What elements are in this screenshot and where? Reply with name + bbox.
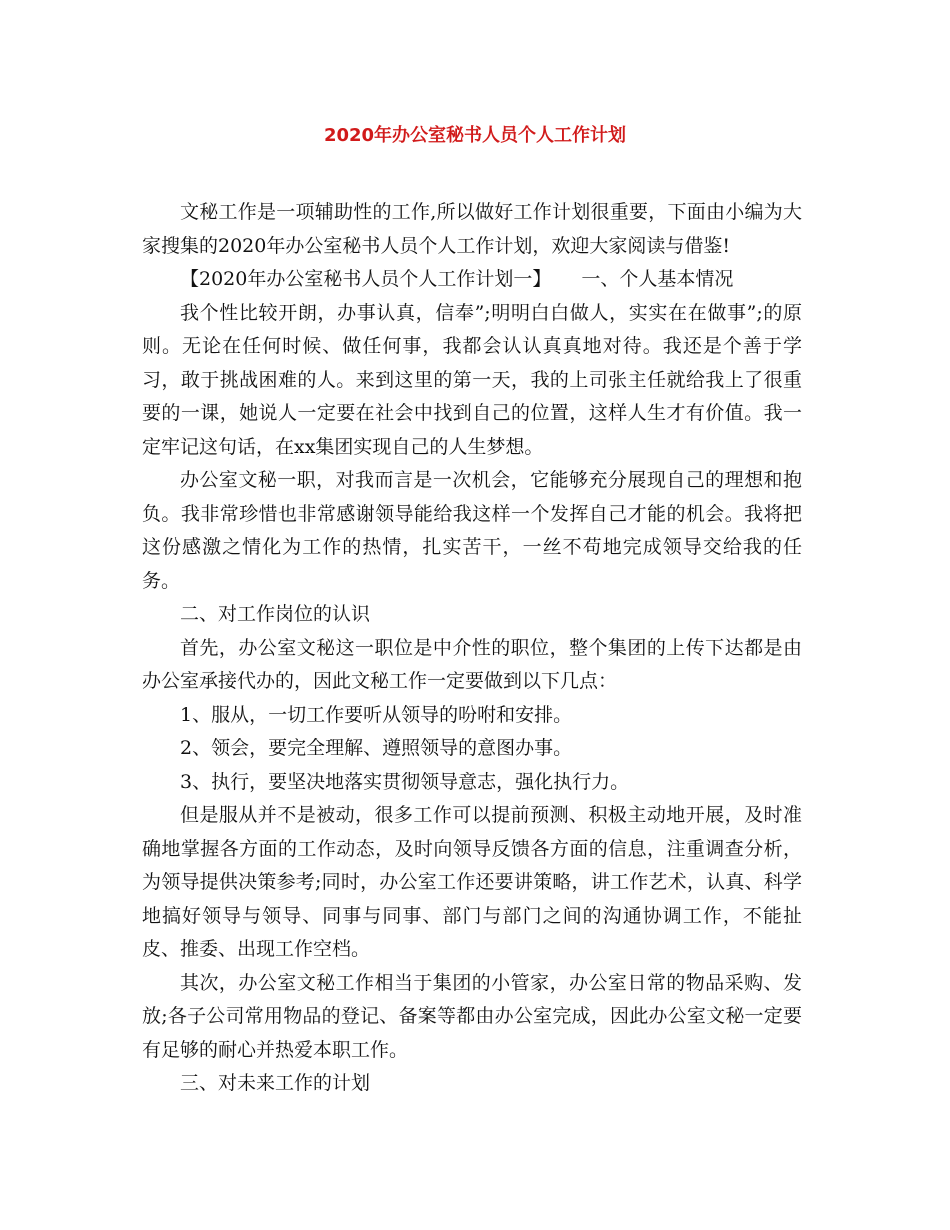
section-1-paragraph-1: 我个性比较开朗，办事认真，信奉”;明明白白做人，实实在在做事”;的原则。无论在任何时候、做任何事，我都会认认真真地对待。我还是个善于学习，敢于挑战困难的人。来到这里的第一天，我的上司张主任就给我上了很重要的一课，她说人一定要在社会中找到自己的位置，这样人生才有价值。我一定牢记这句话，在xx集团实现自己的人生梦想。: [142, 301, 802, 458]
section-3-heading: 三、对未来工作的计划: [180, 1072, 371, 1094]
section-2-heading: 二、对工作岗位的认识: [180, 603, 371, 625]
section-2-list-item-2: 2、领会，要完全理解、遵照领导的意图办事。: [180, 737, 573, 759]
document-title: 2020年办公室秘书人员个人工作计划: [323, 125, 627, 146]
document-body: [142, 196, 802, 1101]
plan-heading: 【2020年办公室秘书人员个人工作计划一】: [180, 268, 552, 290]
section-2-paragraph-3: 其次，办公室文秘工作相当于集团的小管家，办公室日常的物品采购、发放;各子公司常用物品的登记、备案等都由办公室完成，因此办公室文秘一定要有足够的耐心并热爱本职工作。: [142, 971, 802, 1061]
plan-heading-line: [142, 263, 802, 297]
section-2-paragraph-1: 首先，办公室文秘这一职位是中介性的职位，整个集团的上传下达都是由办公室承接代办的，因此文秘工作一定要做到以下几点：: [142, 636, 802, 692]
section-2-list-item-3: 3、执行，要坚决地落实贯彻领导意志，强化执行力。: [180, 770, 630, 793]
section-1-paragraph-2: 办公室文秘一职，对我而言是一次机会，它能够充分展现自己的理想和抱负。我非常珍惜也非常感谢领导能给我这样一个发挥自己才能的机会。我将把这份感激之情化为工作的热情，扎实苦干，一丝不苟地完成领导交给我的任务。: [142, 469, 802, 592]
section-2-paragraph-2: 但是服从并不是被动，很多工作可以提前预测、积极主动地开展，及时准确地掌握各方面的工作动态，及时向领导反馈各方面的信息，注重调查分析，为领导提供决策参考;同时，办公室工作还要讲策略，讲工作艺术，认真、科学地搞好领导与领导、同事与同事、部门与部门之间的沟通协调工作，不能扯皮、推委、出现工作空档。: [142, 804, 802, 960]
section-1-heading: 一、个人基本情况: [581, 268, 734, 290]
section-2-list-item-1: 1、服从，一切工作要听从领导的吩咐和安排。: [180, 703, 573, 726]
intro-paragraph: 文秘工作是一项辅助性的工作,所以做好工作计划很重要，下面由小编为大家搜集的2020年办公室秘书人员个人工作计划，欢迎大家阅读与借鉴!: [142, 201, 802, 257]
